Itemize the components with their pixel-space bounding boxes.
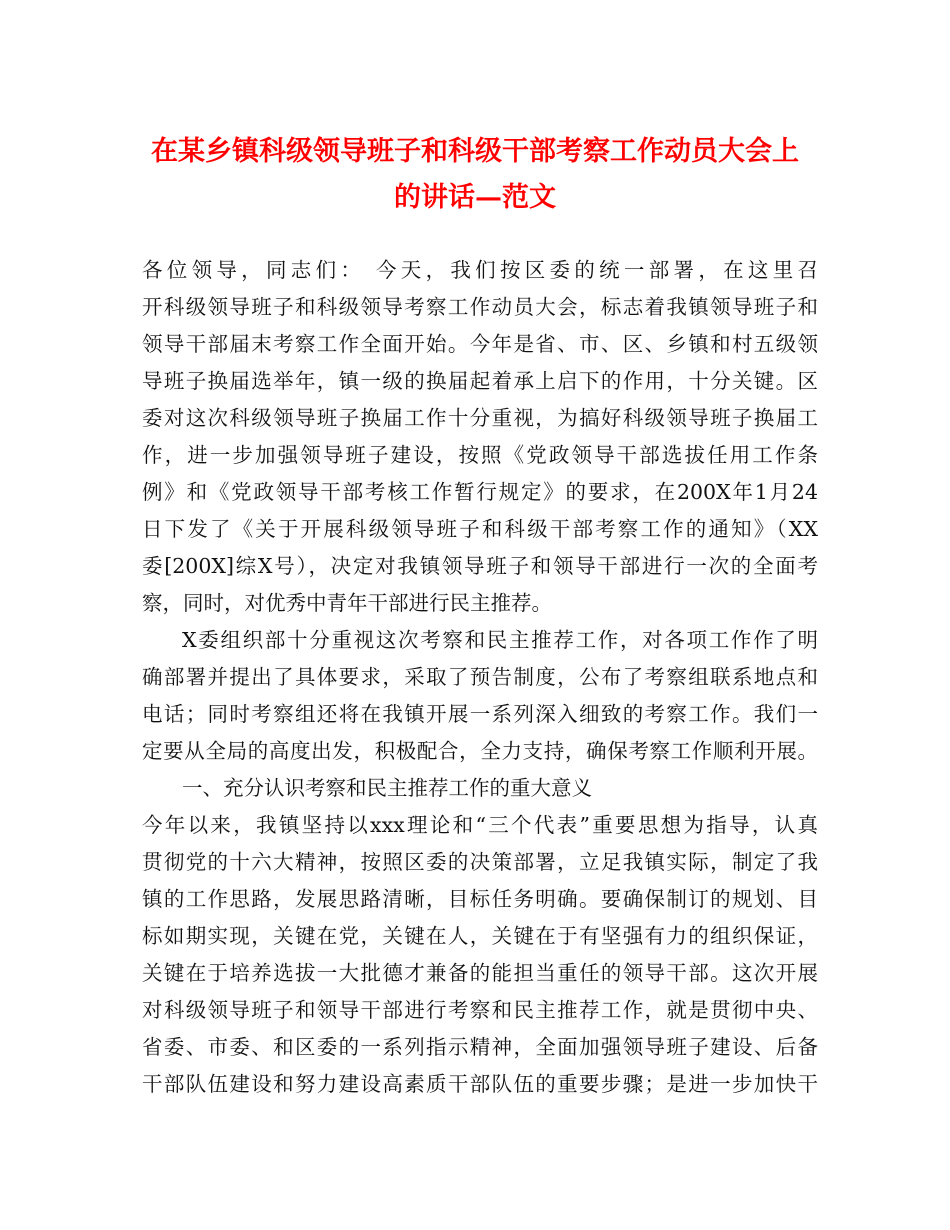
section-heading: 一、充分认识考察和民主推荐工作的重大意义 [182,776,592,800]
body-text-line: 对科级领导班子和领导干部进行考察和民主推荐工作，就是贯彻中央、 [142,998,818,1022]
document-title-line-1: 在某乡镇科级领导班子和科级干部考察工作动员大会上 [151,136,799,167]
body-text-line: 作，进一步加强领导班子建设，按照《党政领导干部选拔任用工作条 [142,443,818,467]
body-text-line: 察，同时，对优秀中青年干部进行民主推荐。 [142,591,552,615]
body-text-line: 日下发了《关于开展科级领导班子和科级干部考察工作的通知》（XX [142,517,818,541]
body-text-line: 各位领导，同志们： 今天，我们按区委的统一部署，在这里召 [142,258,818,282]
body-text-line: 干部队伍建设和努力建设高素质干部队伍的重要步骤；是进一步加快干 [142,1072,818,1096]
body-text-line: 省委、市委、和区委的一系列指示精神，全面加强领导班子建设、后备 [142,1035,818,1059]
body-text-line: 例》和《党政领导干部考核工作暂行规定》的要求，在200X年1月24 [142,480,818,504]
body-text-line: 电话；同时考察组还将在我镇开展一系列深入细致的考察工作。我们一 [142,702,818,726]
body-text-line: 标如期实现，关键在党，关键在人，关键在于有坚强有力的组织保证， [142,924,818,948]
body-text-line: 导班子换届选举年，镇一级的换届起着承上启下的作用，十分关键。区 [142,369,818,393]
body-text-line: 今年以来，我镇坚持以xxx理论和“三个代表”重要思想为指导，认真 [142,813,818,837]
body-text-line: 委对这次科级领导班子换届工作十分重视，为搞好科级领导班子换届工 [142,406,818,430]
body-text-line: 确部署并提出了具体要求，采取了预告制度，公布了考察组联系地点和 [142,665,818,689]
body-text-line: 委[200X]综X号），决定对我镇领导班子和领导干部进行一次的全面考 [142,554,818,578]
body-text-line: 领导干部届末考察工作全面开始。今年是省、市、区、乡镇和村五级领 [142,332,818,356]
body-text-line: 镇的工作思路，发展思路清晰，目标任务明确。要确保制订的规划、目 [142,887,818,911]
body-text-line: 定要从全局的高度出发，积极配合，全力支持，确保考察工作顺利开展。 [142,739,818,763]
body-text-line: 开科级领导班子和科级领导考察工作动员大会，标志着我镇领导班子和 [142,295,818,319]
body-text-line: 贯彻党的十六大精神，按照区委的决策部署，立足我镇实际，制定了我 [142,850,818,874]
body-text-line: 关键在于培养选拔一大批德才兼备的能担当重任的领导干部。这次开展 [142,961,818,985]
document-title-line-2: 的讲话—范文 [394,182,556,213]
body-text-line: X委组织部十分重视这次考察和民主推荐工作，对各项工作作了明 [182,628,818,652]
